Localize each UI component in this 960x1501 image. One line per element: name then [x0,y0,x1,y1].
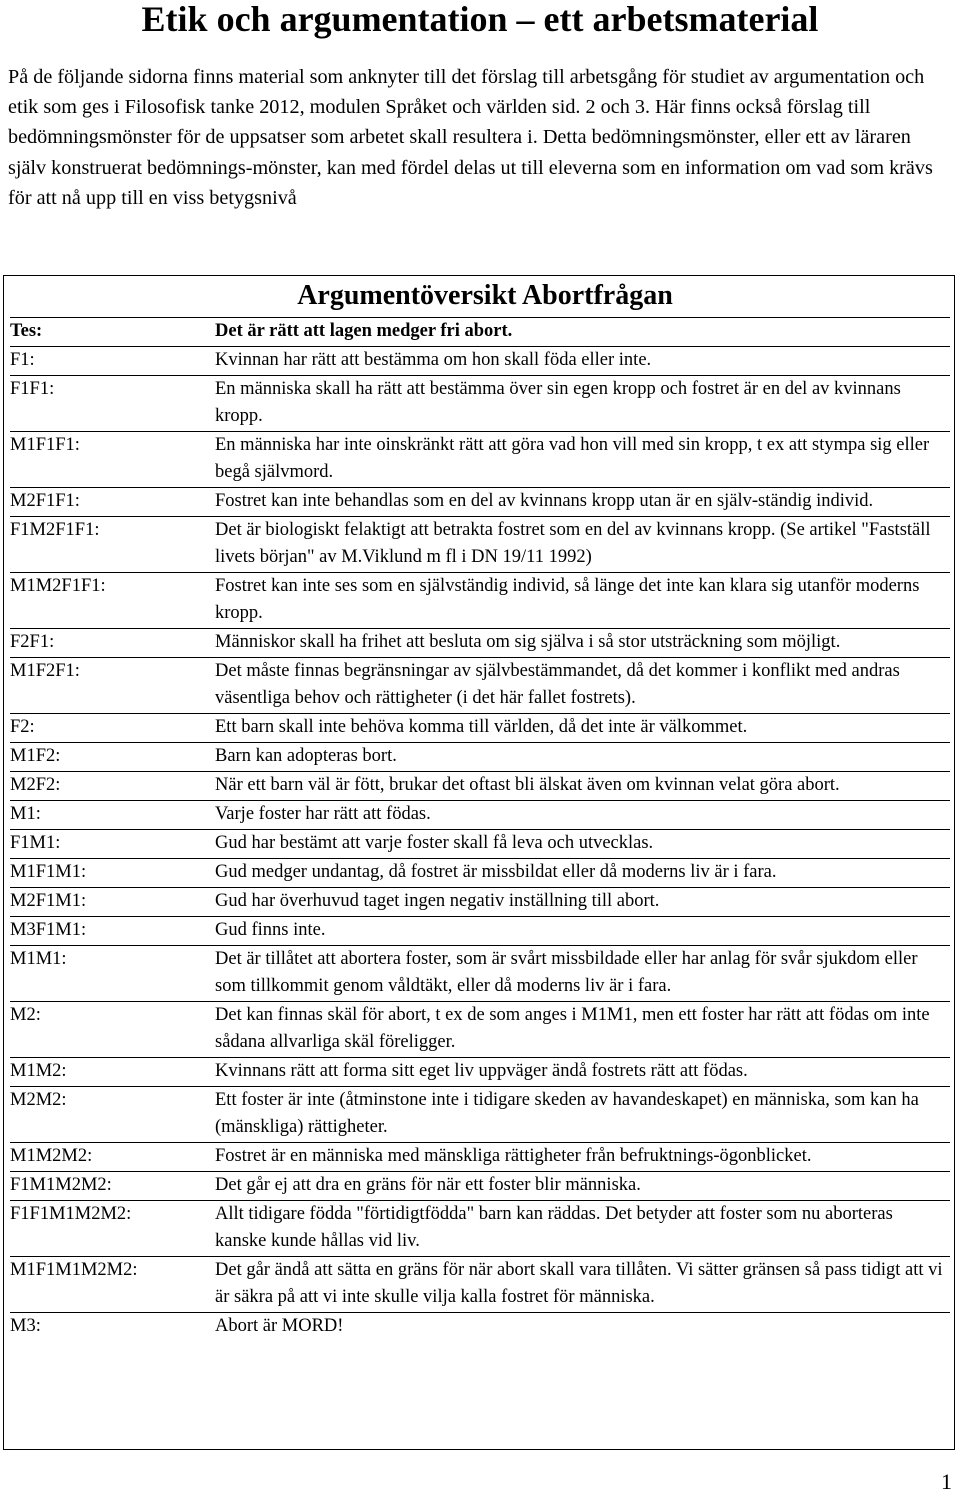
argument-row [10,657,950,713]
argument-code: M2: [10,1005,41,1025]
argument-text: Människor skall ha frihet att besluta om sig själva i så stor utsträckning som möjligt. [215,632,841,652]
argument-code: Tes: [10,321,43,341]
argument-code: M1M2F1F1: [10,576,106,596]
argument-code: M2M2: [10,1090,67,1110]
argument-text: När ett barn väl är fött, brukar det oftast bli älskat även om kvinnan velat göra abort. [215,775,840,795]
document-title: Etik och argumentation – ett arbetsmaterial [141,0,819,39]
argument-row [10,800,950,829]
argument-row [10,829,950,858]
argument-code: F2: [10,717,35,737]
argument-row [10,1057,950,1086]
argument-code: M2F1M1: [10,891,87,911]
argument-code: M1F2: [10,746,61,766]
argument-text: Kvinnan har rätt att bestämma om hon skall föda eller inte. [215,350,652,370]
argument-code: M1M2: [10,1061,67,1081]
argument-row [10,858,950,887]
argument-code: F1: [10,350,35,370]
argument-code: M1F2F1: [10,661,80,681]
argument-row [10,742,950,771]
argument-text: En människa har inte oinskränkt rätt att göra vad hon vill med sin kropp, t ex att stympa sig eller begå självmord. [215,435,930,482]
argument-row [10,916,950,945]
argument-row [10,572,950,628]
argument-text: Det är tillåtet att abortera foster, som är svårt missbildade eller har anlag för svår sjukdom eller som tillkommit genom våldtäkt, eller då moderns liv är i fara. [215,949,918,996]
argument-row [10,431,950,487]
argument-text: Fostret är en människa med mänskliga rättigheter från befruktnings-ögonblicket. [215,1146,812,1166]
argument-code: F1M1M2M2: [10,1175,112,1195]
page-number: 1 [941,1469,952,1494]
argument-text: Abort är MORD! [215,1316,344,1336]
argument-row [10,317,950,346]
argument-row [10,628,950,657]
argument-text: Ett foster är inte (åtminstone inte i tidigare skeden av havandeskapet) en människa, som kan ha (mänskliga) rättigheter. [215,1090,919,1137]
argument-row [10,887,950,916]
argument-code: F1F1M1M2M2: [10,1204,132,1224]
argument-code: M1M2M2: [10,1146,93,1166]
argument-table [10,317,950,1341]
argument-text: Varje foster har rätt att födas. [215,804,431,824]
argument-row [10,1312,950,1341]
argument-text: Det är biologiskt felaktigt att betrakta fostret som en del av kvinnans kropp. (Se artikel "Fastställ livets början" av M.Viklund m fl i DN 19/11 1992) [215,520,931,567]
argument-text: Gud medger undantag, då fostret är missbildat eller då moderns liv är i fara. [215,862,777,882]
argument-row [10,346,950,375]
argument-row [10,1142,950,1171]
argument-code: F1F1: [10,379,55,399]
intro-text: På de följande sidorna finns material som anknyter till det förslag till arbetsgång för studiet av argumentation och etik som ges i Filosofisk tanke 2012, modulen Språket och världen sid. 2 och 3. Här finns också förslag till bedömningsmönster för de uppsatser som arbetet skall resultera i. Detta bedömningsmönster, eller ett av läraren själv konstruerat bedömnings-mönster, kan med fördel delas ut till eleverna som en information om vad som krävs för att nå upp till en viss betygsnivå [8,66,933,209]
argument-code: M1F1M1M2M2: [10,1260,138,1280]
argument-code: M1F1M1: [10,862,87,882]
argument-text: Ett barn skall inte behöva komma till världen, då det inte är välkommet. [215,717,748,737]
argument-code: M2F2: [10,775,61,795]
argument-code: M3F1M1: [10,920,87,940]
argument-text: Gud finns inte. [215,920,326,940]
argument-row [10,1200,950,1256]
argument-text: Det kan finnas skäl för abort, t ex de som anges i M1M1, men ett foster har rätt att födas om inte sådana allvarliga skäl föreligger. [215,1005,930,1052]
argument-row [10,516,950,572]
argument-row [10,713,950,742]
argument-text: Det går ej att dra en gräns för när ett foster blir människa. [215,1175,641,1195]
argument-row [10,1086,950,1142]
argument-code: M2F1F1: [10,491,80,511]
argument-row [10,1001,950,1057]
argument-row [10,1256,950,1312]
argument-text: Gud har överhuvud taget ingen negativ inställning till abort. [215,891,660,911]
argument-code: M3: [10,1316,41,1336]
argument-code: F1M2F1F1: [10,520,100,540]
argument-code: M1F1F1: [10,435,80,455]
argument-text: Kvinnans rätt att forma sitt eget liv uppväger ändå fostrets rätt att födas. [215,1061,748,1081]
argument-row [10,771,950,800]
argument-text: Det måste finnas begränsningar av självbestämmandet, då det kommer i konflikt med andras väsentliga behov och rättigheter (i det här fallet fostrets). [215,661,900,708]
argument-text: Det är rätt att lagen medger fri abort. [215,321,513,341]
argument-code: F1M1: [10,833,61,853]
argument-row [10,1171,950,1200]
argument-overview-title: Argumentöversikt Abortfrågan [297,280,673,311]
argument-text: Fostret kan inte behandlas som en del av kvinnans kropp utan är en själv-ständig individ. [215,491,874,511]
argument-text: En människa skall ha rätt att bestämma över sin egen kropp och fostret är en del av kvinnans kropp. [215,379,901,426]
argument-code: M1M1: [10,949,67,969]
argument-text: Fostret kan inte ses som en självständig individ, så länge det inte kan klara sig utanför moderns kropp. [215,576,920,623]
argument-row [10,487,950,516]
argument-row [10,375,950,431]
argument-row [10,945,950,1001]
argument-code: M1: [10,804,41,824]
argument-text: Allt tidigare födda "förtidigtfödda" barn kan räddas. Det betyder att foster som nu aborteras kanske kunde hållas vid liv. [215,1204,893,1251]
argument-text: Barn kan adopteras bort. [215,746,397,766]
argument-text: Det går ändå att sätta en gräns för när abort skall vara tillåten. Vi sätter gränsen så pass tidigt att vi är säkra på att vi inte skulle vilja kalla fostret för människa. [215,1260,943,1307]
argument-code: F2F1: [10,632,55,652]
argument-text: Gud har bestämt att varje foster skall få leva och utvecklas. [215,833,654,853]
intro-paragraph [8,62,952,213]
